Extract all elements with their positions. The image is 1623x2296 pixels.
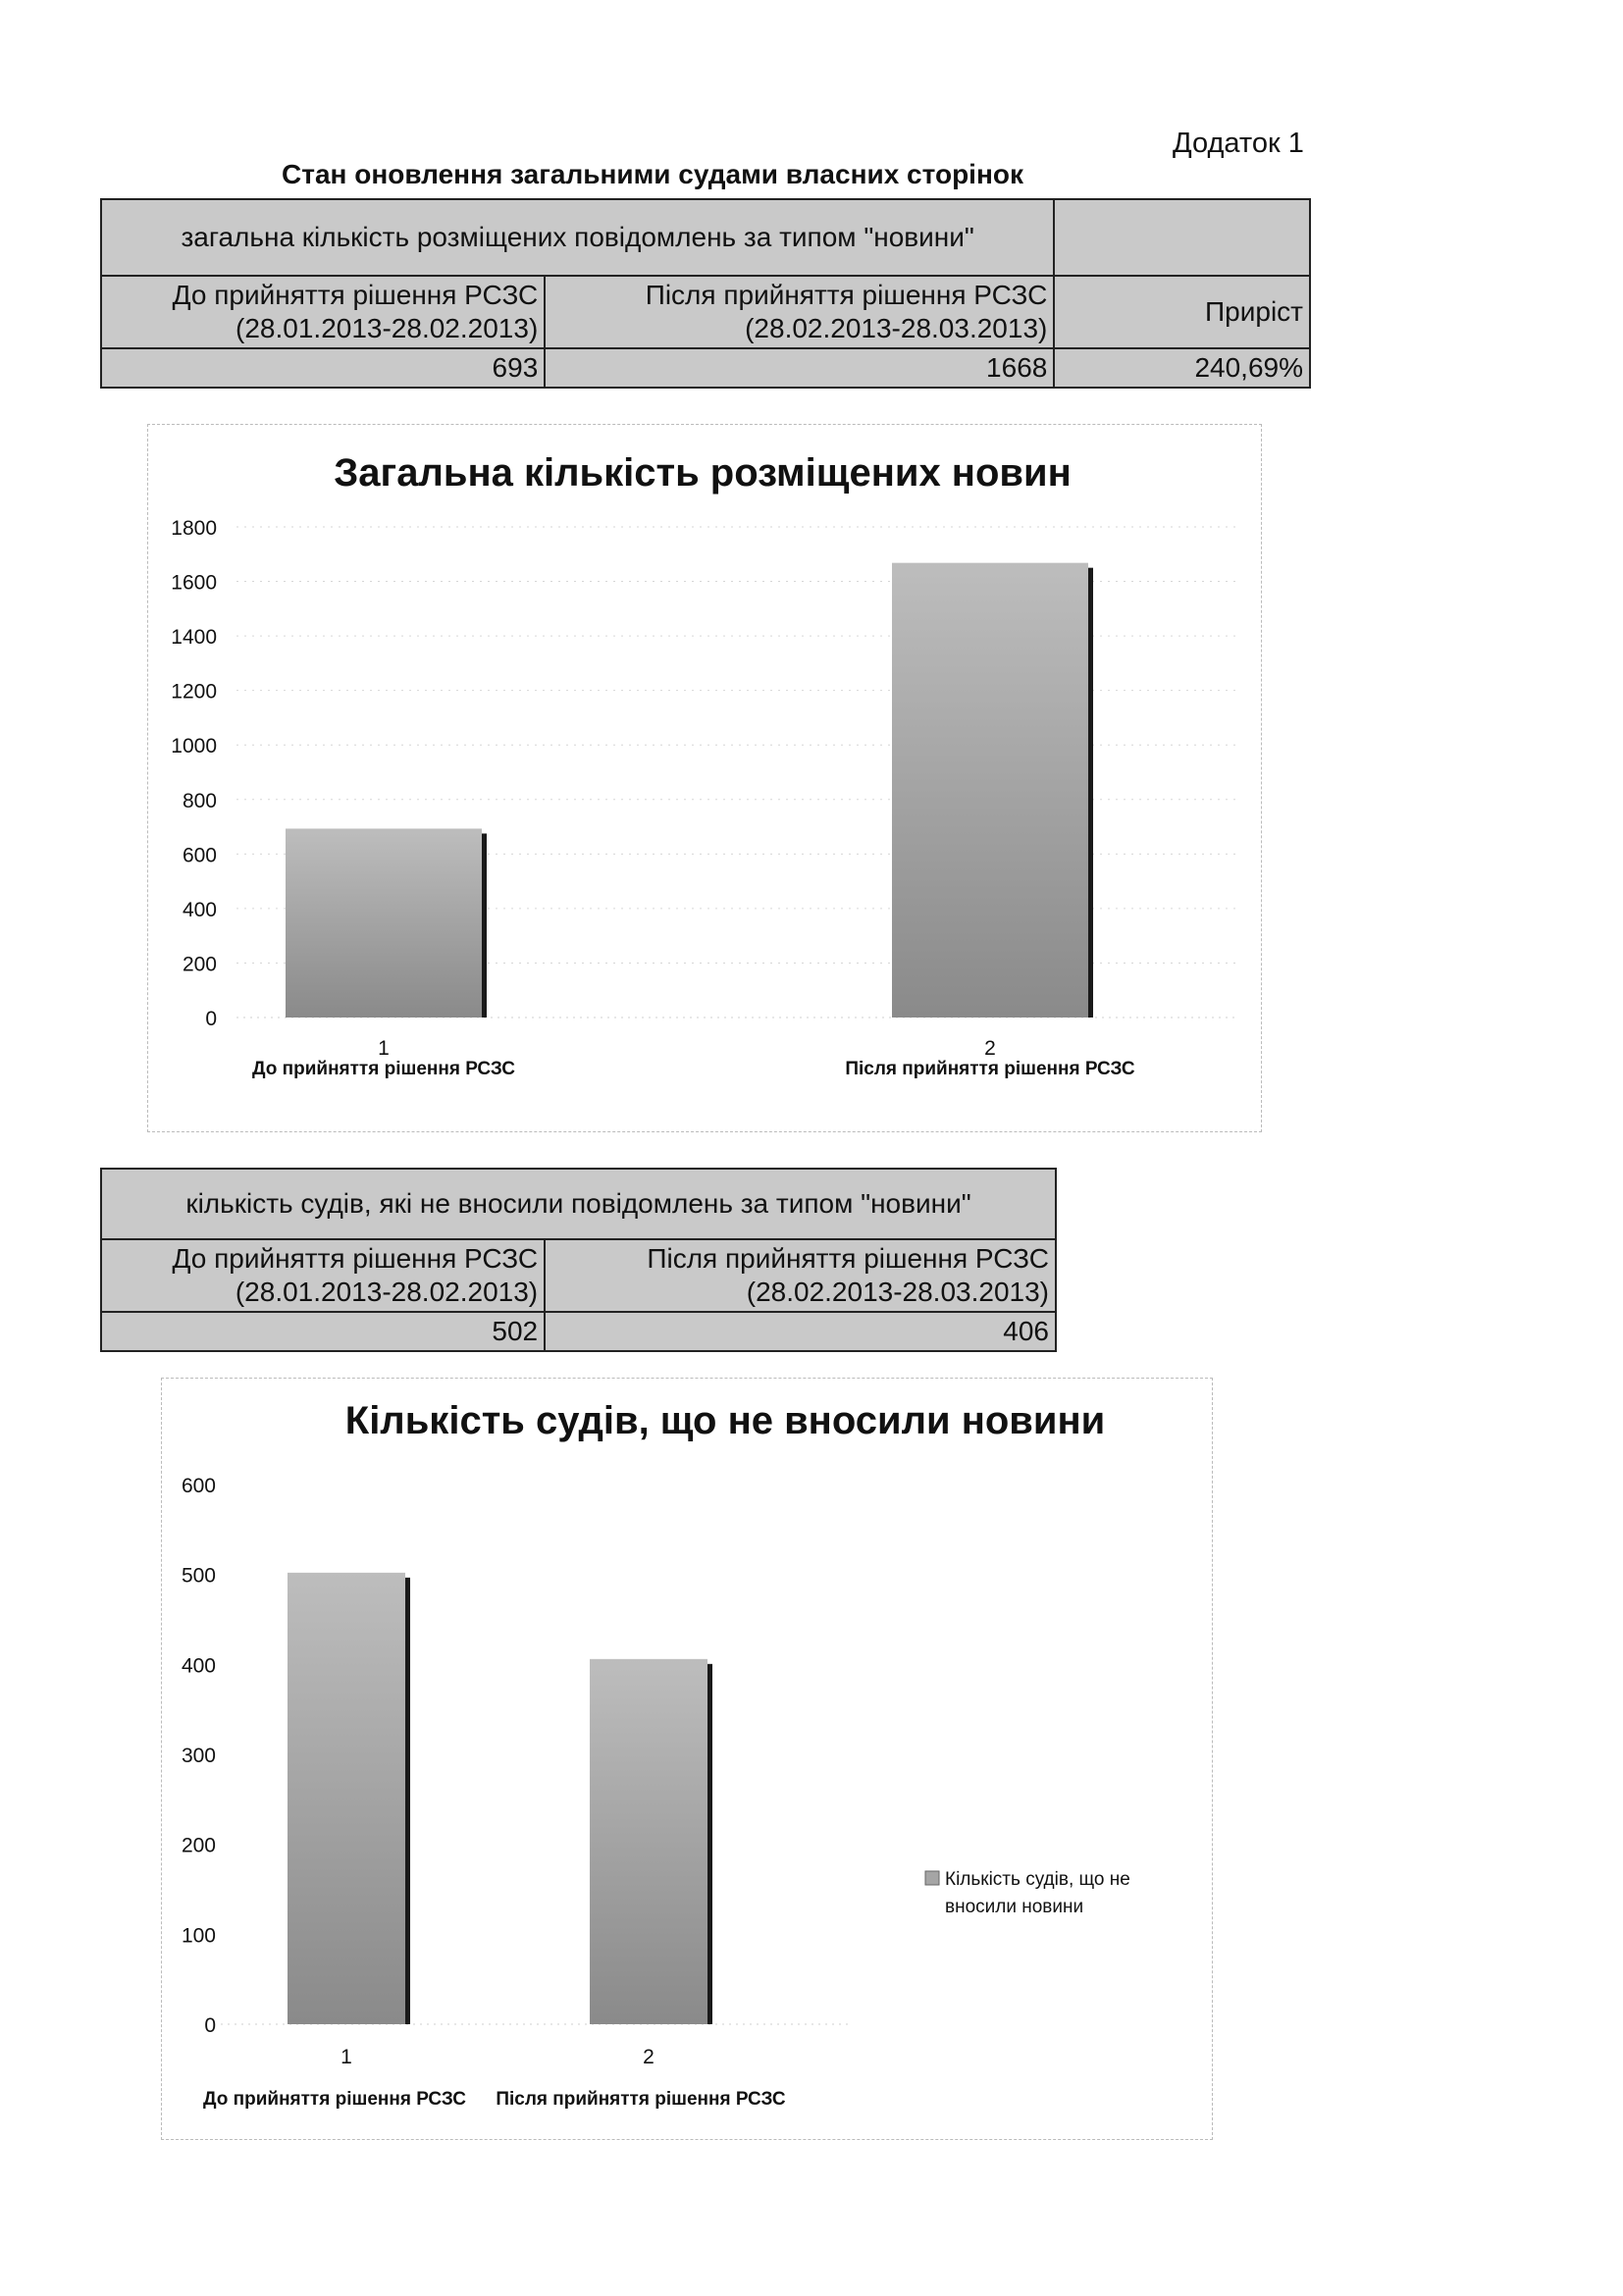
courts-chart-frame xyxy=(161,1378,1213,2140)
y-tick-label: 0 xyxy=(205,1008,217,1030)
table-row xyxy=(101,1169,1056,1239)
y-tick-label: 400 xyxy=(182,898,217,921)
col-before-line1: До прийняття рішення РСЗС xyxy=(172,1243,539,1274)
chart-title: Загальна кількість розміщених новин xyxy=(334,451,1072,495)
table-row xyxy=(101,348,1310,388)
value-after: 1668 xyxy=(545,348,1054,388)
col-before-header xyxy=(101,276,545,348)
y-tick-label: 400 xyxy=(181,1654,216,1678)
x-tick-label: 1 xyxy=(340,2046,352,2068)
appendix-label: Додаток 1 xyxy=(1173,128,1304,159)
value-after: 406 xyxy=(545,1312,1056,1351)
category-label: Після прийняття рішення РСЗС xyxy=(845,1059,1135,1079)
y-tick-label: 600 xyxy=(181,1475,216,1497)
y-tick-label: 1600 xyxy=(171,571,217,595)
bar xyxy=(892,563,1088,1018)
table-row xyxy=(101,1239,1056,1312)
col-after-line2: (28.02.2013-28.03.2013) xyxy=(745,313,1048,343)
table-row xyxy=(101,199,1310,276)
category-label: До прийняття рішення РСЗС xyxy=(251,1059,516,1079)
news-chart xyxy=(148,425,1261,1131)
table-header-cell xyxy=(1054,199,1310,276)
x-tick-label: 1 xyxy=(378,1037,390,1060)
col-before-header xyxy=(101,1239,545,1312)
col-after-line2: (28.02.2013-28.03.2013) xyxy=(746,1277,1049,1307)
col-after-line1: Після прийняття рішення РСЗС xyxy=(645,280,1048,310)
y-tick-label: 500 xyxy=(181,1564,216,1588)
x-tick-label: 2 xyxy=(643,2046,654,2068)
table-header-cell: кількість судів, які не вносили повідомлень за типом "новини" xyxy=(101,1169,1056,1239)
category-label: Після прийняття рішення РСЗС xyxy=(496,2089,786,2110)
y-tick-label: 100 xyxy=(181,1924,216,1948)
y-tick-label: 1400 xyxy=(171,626,217,650)
y-tick-label: 600 xyxy=(182,844,217,867)
table-row xyxy=(101,276,1310,348)
col-growth-header: Приріст xyxy=(1054,276,1310,348)
value-before: 693 xyxy=(101,348,545,388)
bar xyxy=(286,829,482,1018)
col-before-line2: (28.01.2013-28.02.2013) xyxy=(235,1277,539,1307)
col-after-header xyxy=(545,276,1054,348)
bar xyxy=(288,1573,405,2024)
y-tick-label: 0 xyxy=(204,2014,216,2037)
value-before: 502 xyxy=(101,1312,545,1351)
col-before-line2: (28.01.2013-28.02.2013) xyxy=(236,313,539,343)
courts-table xyxy=(100,1168,1057,1352)
y-tick-label: 1200 xyxy=(171,680,217,704)
table-row xyxy=(101,1312,1056,1351)
document-title: Стан оновлення загальними судами власних сторінок xyxy=(282,159,1023,189)
y-tick-label: 800 xyxy=(182,789,217,812)
bar xyxy=(590,1659,707,2024)
y-tick-label: 200 xyxy=(181,1834,216,1857)
col-after-header xyxy=(545,1239,1056,1312)
category-label: До прийняття рішення РСЗС xyxy=(202,2089,467,2110)
legend-label-line2: вносили новини xyxy=(945,1897,1084,1917)
table-header-cell: загальна кількість розміщених повідомлень за типом "новини" xyxy=(101,199,1054,276)
col-after-line1: Після прийняття рішення РСЗС xyxy=(647,1243,1049,1274)
y-tick-label: 300 xyxy=(181,1745,216,1767)
y-tick-label: 1800 xyxy=(171,517,217,540)
y-tick-label: 1000 xyxy=(171,735,217,758)
value-growth: 240,69% xyxy=(1054,348,1310,388)
legend-swatch xyxy=(925,1871,939,1885)
col-before-line1: До прийняття рішення РСЗС xyxy=(172,280,539,310)
news-count-table xyxy=(100,198,1311,389)
legend-label-line1: Кількість судів, що не xyxy=(945,1869,1130,1890)
news-chart-frame xyxy=(147,424,1262,1132)
y-tick-label: 200 xyxy=(182,953,217,976)
courts-chart xyxy=(162,1379,1212,2139)
chart-title: Кількість судів, що не вносили новини xyxy=(344,1399,1106,1442)
x-tick-label: 2 xyxy=(984,1037,996,1060)
